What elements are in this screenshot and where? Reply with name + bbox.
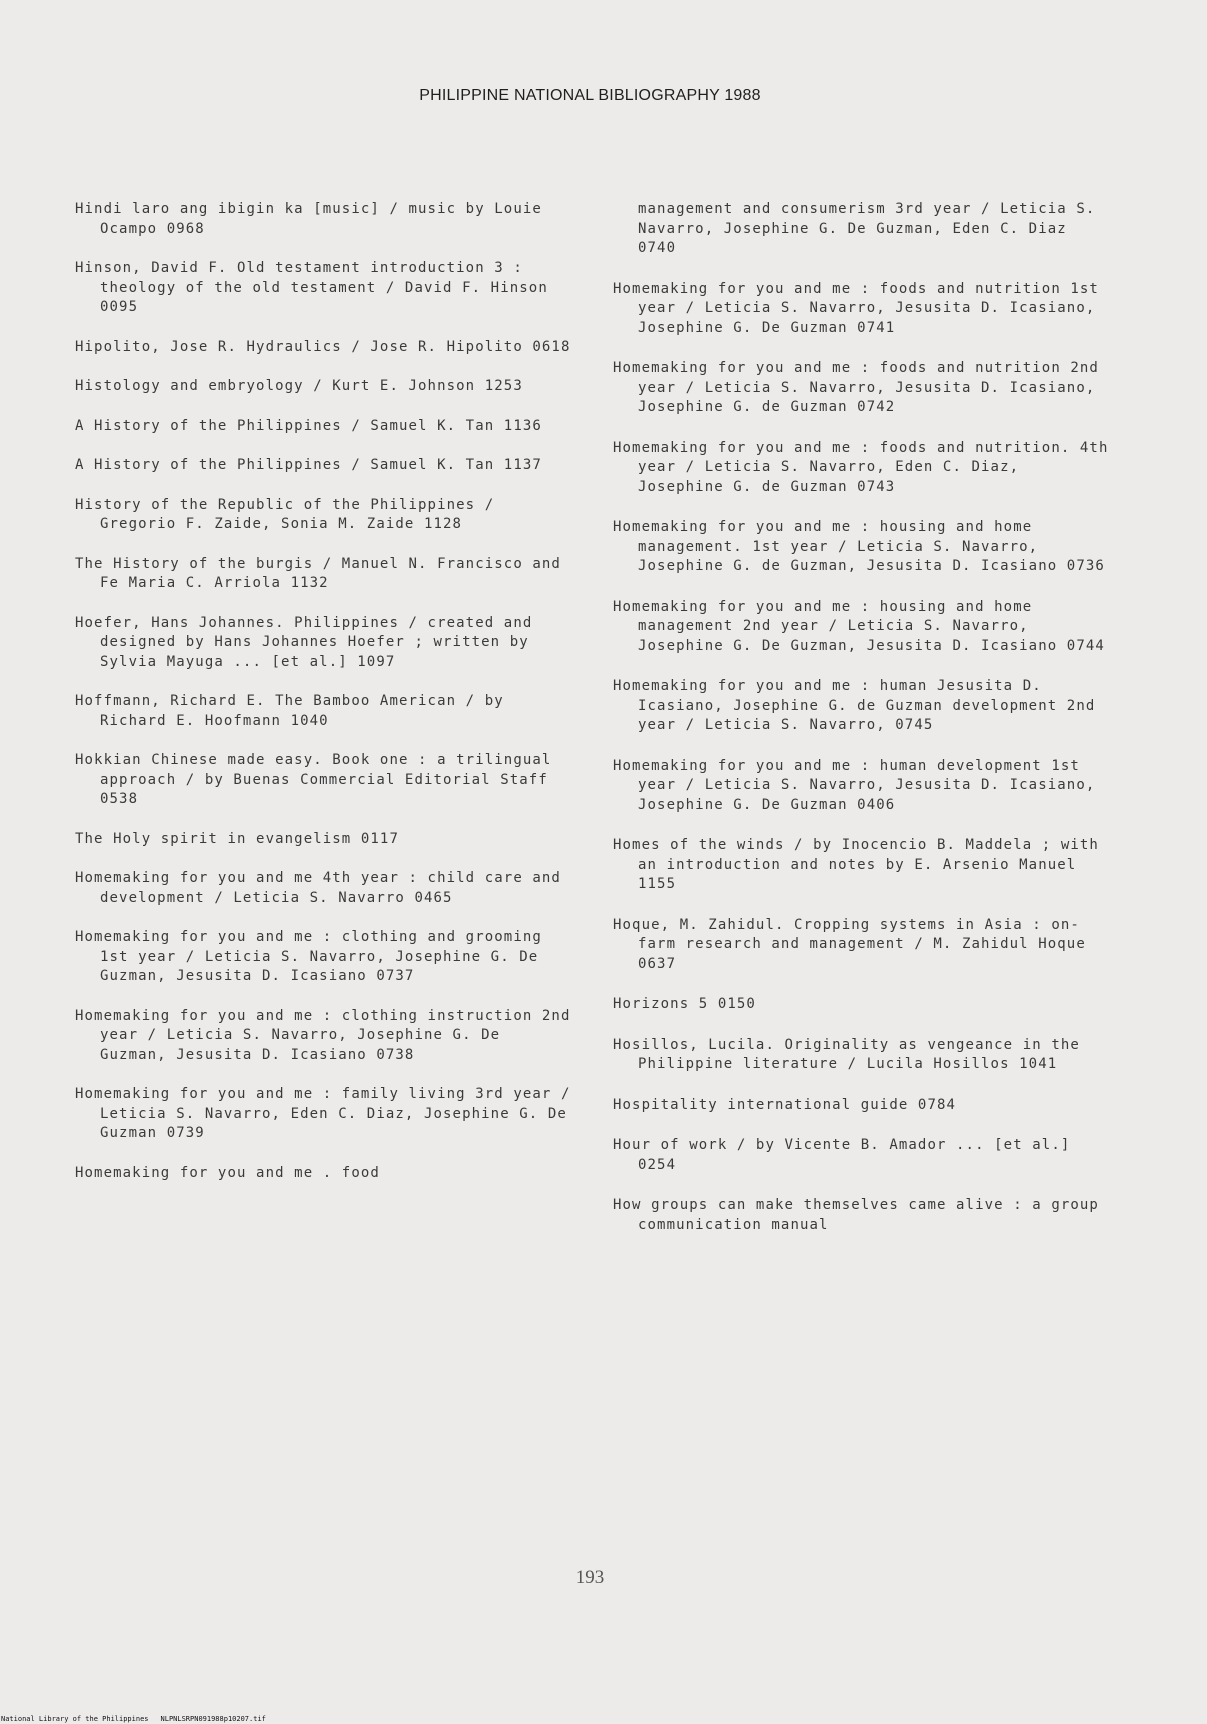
- bibliography-entry: Homemaking for you and me : clothing and grooming 1st year / Leticia S. Navarro, Josephine G. De Guzman, Jesusita D. Icasiano 0737: [75, 929, 542, 984]
- bibliography-entry: Hindi laro ang ibigin ka [music] / music by Louie Ocampo 0968: [75, 201, 542, 237]
- page-header: PHILIPPINE NATIONAL BIBLIOGRAPHY 1988: [419, 87, 761, 104]
- bibliography-entry: Homemaking for you and me : clothing instruction 2nd year / Leticia S. Navarro, Josephine G. De Guzman, Jesusita D. Icasiano 0738: [75, 1007, 571, 1063]
- bibliography-entry: How groups can make themselves came alive : a group communication manual: [613, 1197, 1099, 1233]
- bibliography-entry: Homemaking for you and me : human development 1st year / Leticia S. Navarro, Jesusita D. Icasiano, Josephine G. De Guzman 0406: [613, 757, 1096, 813]
- bibliography-entry: Homemaking for you and me : housing and home management 2nd year / Leticia S. Navarro, Josephine G. De Guzman, Jesusita D. Icasiano 0744: [613, 598, 1105, 654]
- footer-file-id: NLPNLSRPN091988p10207.tif: [160, 1715, 266, 1723]
- footer-library: National Library of the Philippines: [1, 1715, 149, 1723]
- bibliography-entry: Homemaking for you and me : foods and nutrition 1st year / Leticia S. Navarro, Jesusita D. Icasiano, Josephine G. De Guzman 0741: [613, 280, 1099, 336]
- bibliography-entry: Homemaking for you and me : human Jesusita D. Icasiano, Josephine G. de Guzman development 2nd year / Leticia S. Navarro, 0745: [613, 678, 1096, 733]
- bibliography-entry: Hoque, M. Zahidul. Cropping systems in Asia : on-farm research and management / M. Zahidul Hoque 0637: [613, 916, 1086, 972]
- bibliography-entry: Homemaking for you and me : foods and nutrition. 4th year / Leticia S. Navarro, Eden C. Diaz, Josephine G. de Guzman 0743: [613, 439, 1109, 495]
- bibliography-entry: Histology and embryology / Kurt E. Johnson 1253: [75, 378, 523, 394]
- scan-footer: [0, 1715, 278, 1724]
- bibliography-entry: Hoefer, Hans Johannes. Philippines / created and designed by Hans Johannes Hoefer ; written by Sylvia Mayuga ... [et al.] 1097: [75, 614, 533, 670]
- bibliography-entry-continued: management and consumerism 3rd year / Leticia S. Navarro, Josephine G. De Guzman, Eden C. Diaz 0740: [638, 201, 1096, 256]
- bibliography-entry: History of the Republic of the Philippines / Gregorio F. Zaide, Sonia M. Zaide 1128: [75, 496, 495, 532]
- bibliography-entry: Homemaking for you and me 4th year : child care and development / Leticia S. Navarro 0465: [75, 870, 561, 906]
- bibliography-entry: A History of the Philippines / Samuel K. Tan 1137: [75, 457, 542, 473]
- bibliography-entry: Homes of the winds / by Inocencio B. Maddela ; with an introduction and notes by E. Arsenio Manuel 1155: [613, 837, 1099, 892]
- left-column: [75, 200, 575, 1203]
- bibliography-entry: A History of the Philippines / Samuel K. Tan 1136: [75, 417, 542, 434]
- bibliography-entry: The History of the burgis / Manuel N. Francisco and Fe Maria C. Arriola 1132: [75, 555, 561, 591]
- page-number: 193: [575, 1567, 605, 1588]
- bibliography-entry: Hokkian Chinese made easy. Book one : a trilingual approach / by Buenas Commercial Editorial Staff 0538: [75, 752, 552, 807]
- bibliography-entry: Hospitality international guide 0784: [613, 1096, 957, 1113]
- bibliography-entry: Hour of work / by Vicente B. Amador ... [et al.] 0254: [613, 1137, 1071, 1173]
- bibliography-entry: Hoffmann, Richard E. The Bamboo American / by Richard E. Hoofmann 1040: [75, 693, 504, 729]
- bibliography-entry: Hipolito, Jose R. Hydraulics / Jose R. Hipolito 0618: [75, 338, 571, 355]
- bibliography-entry: Hinson, David F. Old testament introduction 3 : theology of the old testament / David F. Hinson 0095: [75, 260, 548, 315]
- bibliography-entry: Horizons 5 0150: [613, 996, 756, 1012]
- bibliography-entry: Homemaking for you and me : family living 3rd year / Leticia S. Navarro, Eden C. Diaz, Josephine G. De Guzman 0739: [75, 1086, 571, 1141]
- bibliography-entry: The Holy spirit in evangelism 0117: [75, 830, 399, 847]
- bibliography-entry: Homemaking for you and me : foods and nutrition 2nd year / Leticia S. Navarro, Jesusita D. Icasiano, Josephine G. de Guzman 0742: [613, 360, 1099, 415]
- bibliography-entry: Homemaking for you and me : housing and home management. 1st year / Leticia S. Navarro, Josephine G. de Guzman, Jesusita D. Icasiano 0736: [613, 519, 1105, 574]
- bibliography-entry: Hosillos, Lucila. Originality as vengeance in the Philippine literature / Lucila Hosillos 1041: [613, 1036, 1080, 1072]
- right-column: [613, 200, 1113, 1256]
- bibliography-entry: Homemaking for you and me . food: [75, 1164, 380, 1181]
